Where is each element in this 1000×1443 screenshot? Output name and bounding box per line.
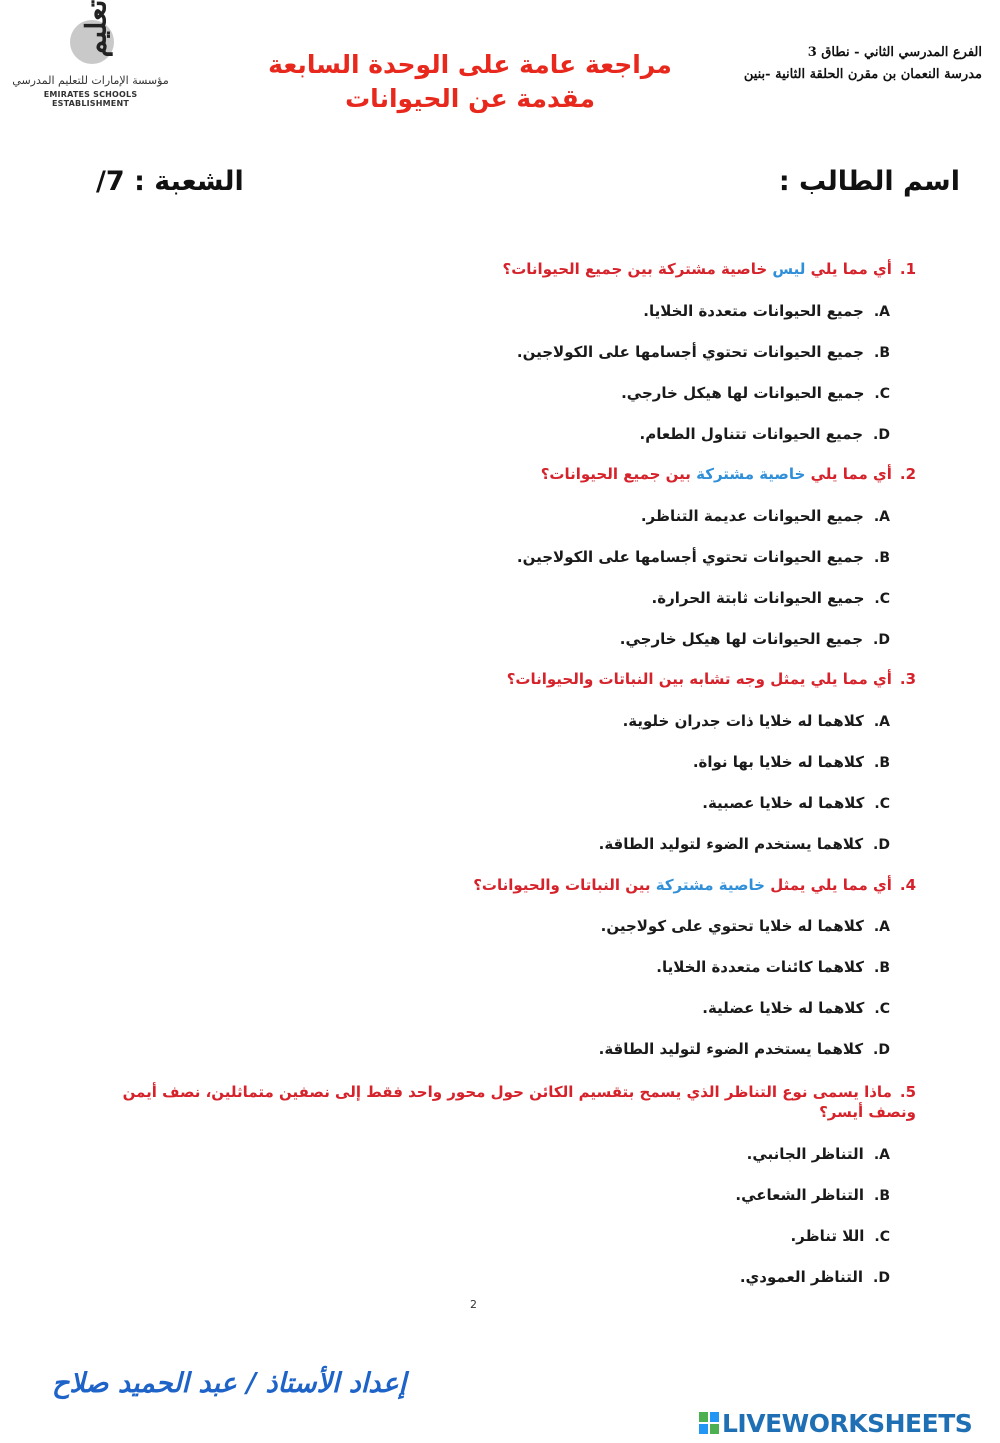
option-5b[interactable]: B.التناظر الشعاعي.: [735, 1186, 890, 1204]
option-3a[interactable]: A.كلاهما له خلايا ذات جدران خلوية.: [622, 712, 890, 730]
question-number: 3.: [899, 670, 916, 688]
option-1d[interactable]: D.جميع الحيوانات تتناول الطعام.: [639, 425, 890, 443]
option-4a[interactable]: A.كلاهما له خلايا تحتوي على كولاجين.: [600, 917, 890, 935]
question-number: 2.: [899, 465, 916, 483]
question-highlight: خاصية مشتركة: [655, 876, 765, 894]
section-label: الشعبة : 7/: [96, 166, 244, 197]
title-line-2: مقدمة عن الحيوانات: [345, 84, 595, 113]
liveworksheets-icon: [698, 1411, 720, 1435]
option-3c[interactable]: C.كلاهما له خلايا عصبية.: [702, 794, 890, 812]
question-number: 1.: [899, 260, 916, 278]
worksheet-title: [250, 48, 690, 116]
liveworksheets-brand[interactable]: [698, 1408, 972, 1438]
option-5c[interactable]: C.اللا تناظر.: [790, 1227, 890, 1245]
school-info: [744, 42, 982, 86]
option-4d[interactable]: D.كلاهما يستخدم الضوء لتوليد الطاقة.: [598, 1040, 890, 1058]
logo-english-text: EMIRATES SCHOOLS ESTABLISHMENT: [43, 90, 138, 108]
option-2a[interactable]: A.جميع الحيوانات عديمة التناظر.: [640, 507, 890, 525]
question-highlight: خاصية مشتركة: [696, 465, 806, 483]
option-3d[interactable]: D.كلاهما يستخدم الضوء لتوليد الطاقة.: [598, 835, 890, 853]
question-5: 5.ماذا يسمى نوع التناظر الذي يسمح بتقسيم الكائن حول محور واحد فقط إلى نصفين متماثلين، نصف أيمن ونصف أيسر؟: [122, 1083, 916, 1121]
option-1c[interactable]: C.جميع الحيوانات لها هيكل خارجي.: [621, 384, 890, 402]
question-3: 3.أي مما يلي يمثل وجه تشابه بين النباتات والحيوانات؟: [506, 670, 916, 688]
option-4c[interactable]: C.كلاهما له خلايا عضلية.: [702, 999, 890, 1017]
question-4: 4.أي مما يلي يمثل خاصية مشتركة بين النباتات والحيوانات؟: [473, 876, 916, 894]
liveworksheets-wordmark: LIVEWORKSHEETS: [722, 1408, 973, 1438]
question-number: 5.: [899, 1083, 916, 1101]
option-2b[interactable]: B.جميع الحيوانات تحتوي أجسامها على الكولاجين.: [516, 548, 890, 566]
title-line-1: مراجعة عامة على الوحدة السابعة: [268, 50, 672, 79]
option-5a[interactable]: A.التناظر الجانبي.: [746, 1145, 890, 1163]
option-1a[interactable]: A.جميع الحيوانات متعددة الخلايا.: [643, 302, 890, 320]
option-5d[interactable]: D.التناظر العمودي.: [739, 1268, 890, 1286]
option-2d[interactable]: D.جميع الحيوانات لها هيكل خارجي.: [619, 630, 890, 648]
student-name-label: اسم الطالب :: [778, 166, 960, 197]
option-2c[interactable]: C.جميع الحيوانات ثابتة الحرارة.: [651, 589, 890, 607]
school-branch: الفرع المدرسي الثاني - نطاق 3: [807, 45, 982, 60]
author-signature: إعداد الأستاذ / عبد الحميد صلاح: [52, 1368, 407, 1399]
page-number: 2: [470, 1298, 477, 1311]
ministry-logo: [8, 0, 173, 108]
option-1b[interactable]: B.جميع الحيوانات تحتوي أجسامها على الكولاجين.: [516, 343, 890, 361]
option-3b[interactable]: B.كلاهما له خلايا بها نواة.: [692, 753, 890, 771]
question-highlight: ليس: [772, 260, 806, 278]
question-number: 4.: [899, 876, 916, 894]
school-name: مدرسة النعمان بن مقرن الحلقة الثانية -بنين: [743, 67, 982, 82]
question-2: 2.أي مما يلي خاصية مشتركة بين جميع الحيوانات؟: [540, 465, 916, 483]
option-4b[interactable]: B.كلاهما كائنات متعددة الخلايا.: [656, 958, 890, 976]
question-1: 1.أي مما يلي ليس خاصية مشتركة بين جميع الحيوانات؟: [502, 260, 916, 278]
logo-arabic-text: مؤسسة الإمارات للتعليم المدرسي: [12, 74, 169, 87]
logo-mark: تعليم: [79, 0, 113, 58]
question-highlight: وجه تشابه: [689, 670, 765, 688]
